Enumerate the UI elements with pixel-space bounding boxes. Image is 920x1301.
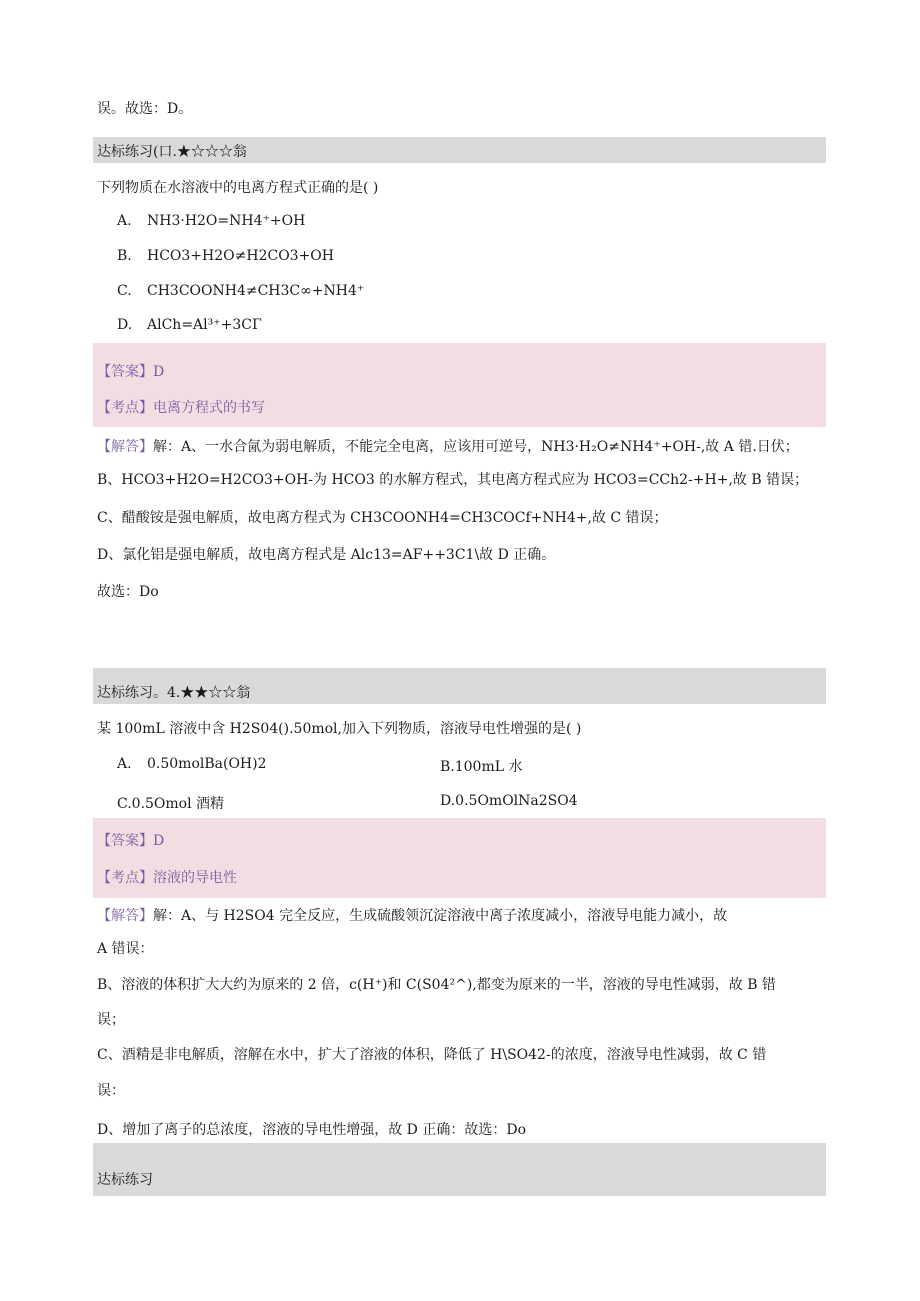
option-d: D.0.5OmOlNa2SO4	[440, 793, 578, 809]
solution-line: 误：	[97, 1083, 125, 1099]
option-b: B.100mL 水	[440, 759, 523, 775]
option-c: C. CH3COONH4≠CH3C∞+NH4⁺	[117, 283, 365, 299]
section-header-footer: 达标练习	[97, 1172, 153, 1188]
question-stem: 下列物质在水溶液中的电离方程式正确的是( )	[97, 180, 379, 196]
section-header-q1: 达标练习(口.★☆☆☆翁	[97, 144, 247, 160]
solution-line: 故选：Do	[97, 584, 159, 600]
question-stem: 某 100mL 溶液中含 H2S04().50mol,加入下列物质，溶液导电性增强的是( )	[97, 721, 582, 737]
solution-line: B、HCO3+H2O=H2CO3+OH-为 HCO3 的水解方程式，其电离方程式应为 HCO3=CCh2-+H+,故 B 错误；	[97, 472, 809, 488]
solution-line: D、氯化铝是强电解质，故电离方程式是 Alc13=AF++3C1\故 D 正确。	[97, 547, 556, 563]
solution-line: A 错误：	[97, 941, 154, 957]
solution-line: 【解答】解：A、与 H2SO4 完全反应，生成硫酸领沉淀溶液中离子浓度减小，溶液导电能力减小，故	[97, 908, 728, 924]
answer-line: 【答案】D	[97, 364, 165, 380]
option-a: A. NH3·H2O=NH4⁺+OH	[117, 213, 306, 229]
answer-line: 【答案】D	[97, 833, 165, 849]
point-line: 【考点】电离方程式的书写	[97, 400, 265, 416]
solution-line: D、增加了离子的总浓度，溶液的导电性增强，故 D 正确：故选：Do	[97, 1122, 527, 1138]
option-b: B. HCO3+H2O≠H2CO3+OH	[117, 248, 334, 264]
solution-line: C、醋酸铵是强电解质，故电离方程式为 CH3COONH4=CH3COCf+NH4+,故 C 错误；	[97, 510, 668, 526]
section-header-bar	[93, 1143, 826, 1196]
solution-line: 【解答】解：A、一水合氤为弱电解质，不能完全电离，应该用可逆号，NH3·H₂O≠NH4⁺+OH-,故 A 错.日伏；	[97, 439, 799, 455]
solution-line: 误；	[97, 1012, 125, 1028]
point-line: 【考点】溶液的导电性	[97, 870, 237, 886]
solution-line: C、酒精是非电解质，溶解在水中，扩大了溶液的体积，降低了 H\SO42-的浓度，溶液导电性减弱，故 C 错	[97, 1047, 767, 1063]
option-c: C.0.5Omol 酒精	[117, 796, 225, 812]
option-a: A. 0.50molBa(OH)2	[117, 756, 267, 772]
option-d: D. AlCh=Al³⁺+3CΓ	[117, 317, 262, 333]
intro-line: 误。故选：D。	[97, 101, 193, 117]
solution-line: B、溶液的体积扩大大约为原来的 2 倍，c(H⁺)和 C(S04²^),都变为原来的一半，溶液的导电性减弱，故 B 错	[97, 977, 776, 993]
section-header-q2: 达标练习。4.★★☆☆翁	[97, 685, 251, 701]
